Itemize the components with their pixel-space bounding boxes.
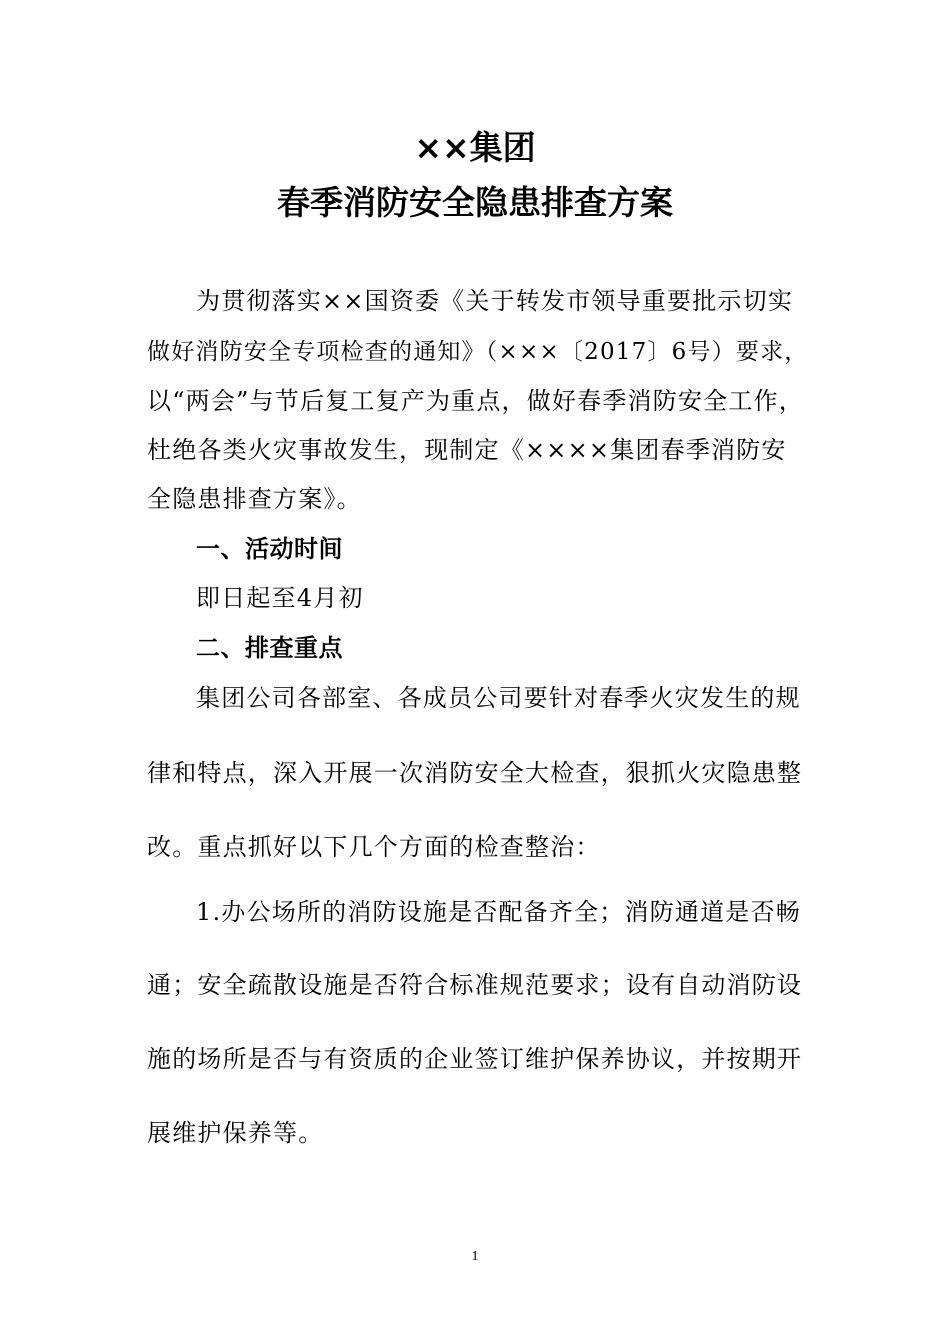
document-title-line-1: ××集团 (414, 128, 536, 167)
item-1-line: 通；安全疏散设施是否符合标准规范要求；设有自动消防设 (147, 971, 803, 999)
intro-paragraph-line: 做好消防安全专项检查的通知》（×××〔2017〕6号）要求， (147, 339, 809, 365)
page-number: 1 (471, 1249, 479, 1264)
item-1-line: 施的场所是否与有资质的企业签订维护保养协议，并按期开 (147, 1045, 803, 1073)
section-1-heading: 一、活动时间 (196, 535, 343, 563)
document-title-line-2: 春季消防安全隐患排查方案 (277, 183, 673, 222)
section-2-paragraph-line: 律和特点，深入开展一次消防安全大检查，狠抓火灾隐患整 (147, 759, 803, 787)
intro-paragraph-line: 杜绝各类火灾事故发生，现制定《××××集团春季消防安 (147, 436, 787, 464)
section-1-body: 即日起至4月初 (196, 584, 364, 612)
section-2-heading: 二、排查重点 (196, 634, 343, 662)
intro-paragraph-line: 以“两会”与节后复工复产为重点，做好春季消防安全工作， (147, 387, 804, 415)
item-1-line: 展维护保养等。 (147, 1119, 324, 1147)
intro-paragraph-line: 为贯彻落实××国资委《关于转发市领导重要批示切实 (196, 287, 794, 315)
intro-paragraph-line: 全隐患排查方案》。 (147, 485, 362, 513)
item-1-line: 1.办公场所的消防设施是否配备齐全；消防通道是否畅 (196, 898, 801, 926)
section-2-paragraph-line: 集团公司各部室、各成员公司要针对春季火灾发生的规 (196, 684, 801, 712)
section-2-paragraph-line: 改。重点抓好以下几个方面的检查整治： (147, 833, 601, 861)
